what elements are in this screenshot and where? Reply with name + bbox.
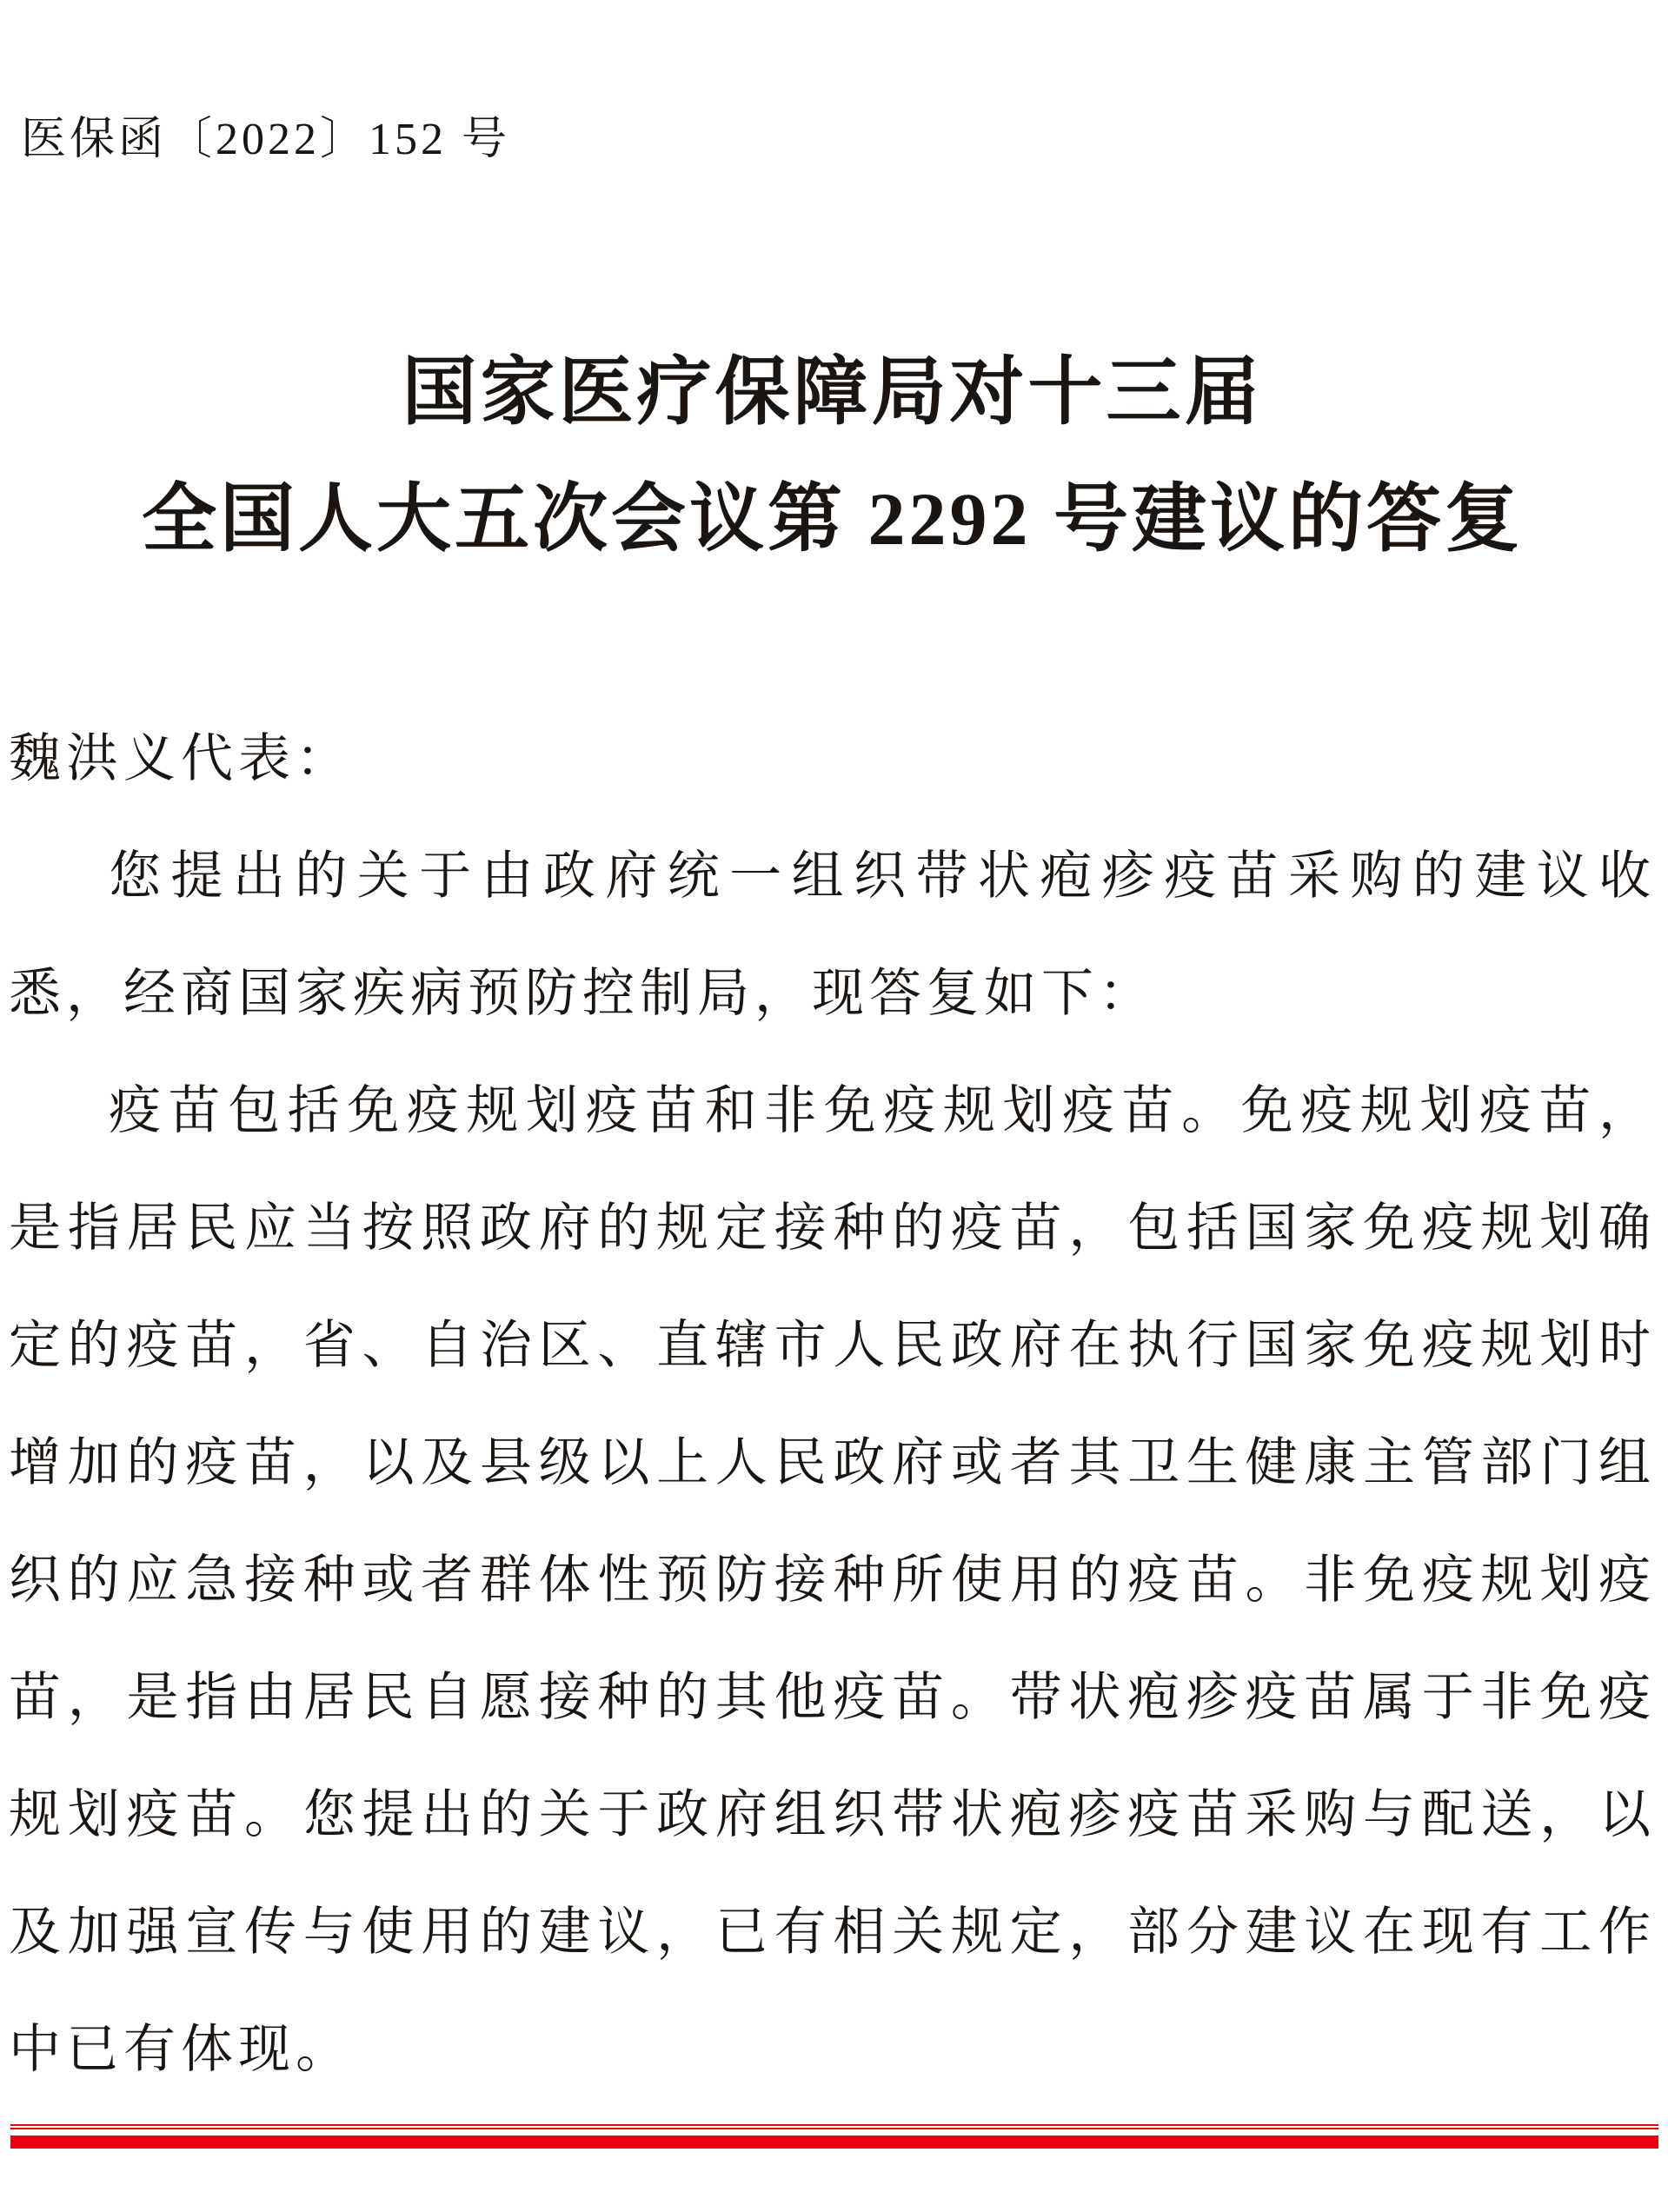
doc-title-line2: 全国人大五次会议第 2292 号建议的答复 <box>142 477 1523 561</box>
text-line: 疫苗包括免疫规划疫苗和非免疫规划疫苗。免疫规划疫苗， <box>109 1082 1656 1139</box>
doc-number: 医保函〔2022〕152 号 <box>21 115 511 164</box>
text-line: 苗，是指由居民自愿接种的其他疫苗。带状疱疹疫苗属于非免疫 <box>9 1669 1656 1726</box>
text-line: 及加强宣传与使用的建议，已有相关规定，部分建议在现有工作 <box>9 1903 1656 1961</box>
letter-body <box>9 701 1656 2109</box>
thin-red-rule <box>10 2124 1658 2129</box>
addressee: 魏洪义代表： <box>9 730 353 787</box>
text-line: 增加的疫苗，以及县级以上人民政府或者其卫生健康主管部门组 <box>9 1434 1656 1491</box>
text-line: 中已有体现。 <box>9 2021 353 2078</box>
text-line: 您提出的关于由政府统一组织带状疱疹疫苗采购的建议收 <box>109 847 1656 905</box>
text-line: 规划疫苗。您提出的关于政府组织带状疱疹疫苗采购与配送，以 <box>9 1786 1656 1843</box>
paragraph-1 <box>9 818 1656 1053</box>
footer-divider <box>10 2124 1658 2149</box>
text-line: 织的应急接种或者群体性预防接种所使用的疫苗。非免疫规划疫 <box>9 1551 1656 1609</box>
paragraph-2 <box>9 1053 1656 2109</box>
text-line: 定的疫苗，省、自治区、直辖市人民政府在执行国家免疫规划时 <box>9 1317 1656 1374</box>
text-line: 是指居民应当按照政府的规定接种的疫苗，包括国家免疫规划确 <box>9 1199 1656 1257</box>
thick-red-rule <box>10 2136 1658 2149</box>
doc-title <box>9 329 1656 582</box>
doc-title-line1: 国家医疗保障局对十三届 <box>402 350 1263 434</box>
text-line: 悉，经商国家疾病预防控制局，现答复如下： <box>9 965 1156 1022</box>
